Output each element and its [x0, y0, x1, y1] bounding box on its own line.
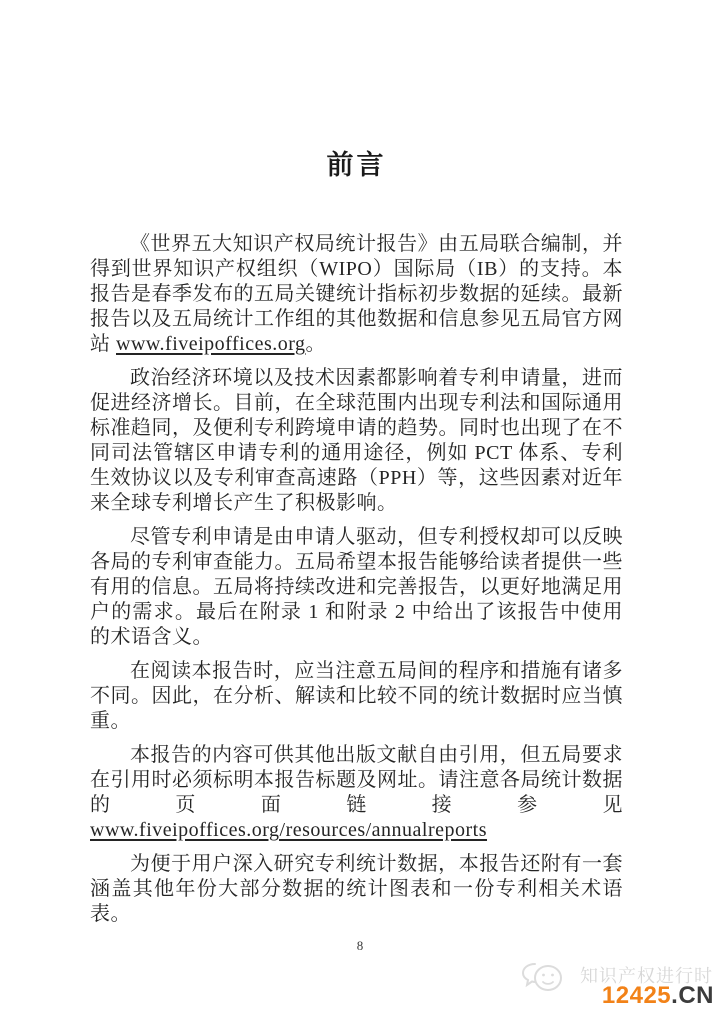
- watermark: [517, 956, 717, 1016]
- paragraph-text: 在阅读本报告时，应当注意五局间的程序和措施有诸多不同。因此，在分析、解读和比较不同的统计数据时应当慎重。: [90, 660, 623, 732]
- paragraph: [90, 366, 623, 516]
- watermark-brand-text: 知识产权进行时: [580, 966, 713, 986]
- paragraph: [90, 659, 623, 734]
- paragraph-text: 。: [305, 333, 327, 355]
- watermark-site-tld: .CN: [671, 982, 714, 1009]
- paragraph: [90, 743, 623, 843]
- paragraph-text: 为便于用户深入研究专利统计数据，本报告还附有一套涵盖其他年份大部分数据的统计图表和一份专利相关术语表。: [90, 853, 623, 925]
- link[interactable]: www.fiveipoffices.org/resources/annualreports: [90, 819, 488, 841]
- chat-bubbles-icon: [521, 960, 569, 1001]
- document-content: [90, 0, 623, 936]
- page-title: 前言: [326, 150, 387, 180]
- paragraphs: [90, 232, 623, 927]
- link[interactable]: www.fiveipoffices.org: [116, 333, 306, 355]
- paragraph-text: 尽管专利申请是由申请人驱动，但专利授权却可以反映各局的专利审查能力。五局希望本报告能够给读者提供一些有用的信息。五局将持续改进和完善报告，以更好地满足用户的需求。最后在附录 1 和附录 2 中给出了该报告中使用的术语含义。: [90, 526, 623, 648]
- watermark-site-url: [602, 982, 714, 1010]
- paragraph-text: 《世界五大知识产权局统计报告》由五局联合编制，并得到世界知识产权组织（WIPO）国际局（IB）的支持。本报告是春季发布的五局关键统计指标初步数据的延续。最新报告以及五局统计工作组的其他数据和信息参见五局官方网站: [90, 233, 623, 355]
- paragraph: [90, 525, 623, 650]
- watermark-site-number: 12425: [601, 982, 672, 1009]
- page-number: 8: [356, 938, 364, 953]
- paragraph-text: 政治经济环境以及技术因素都影响着专利申请量，进而促进经济增长。目前，在全球范围内出现专利法和国际通用标准趋同，及便利专利跨境申请的趋势。同时也出现了在不同司法管辖区申请专利的通用途径，例如 PCT 体系、专利生效协议以及专利审查高速路（PPH）等，这些因素对近年来全球专利增长产生了积极影响。: [90, 367, 623, 514]
- paragraph-text: 本报告的内容可供其他出版文献自由引用，但五局要求在引用时必须标明本报告标题及网址。请注意各局统计数据的页面链接参见: [90, 744, 623, 816]
- paragraph: [90, 232, 623, 357]
- paragraph: [90, 852, 623, 927]
